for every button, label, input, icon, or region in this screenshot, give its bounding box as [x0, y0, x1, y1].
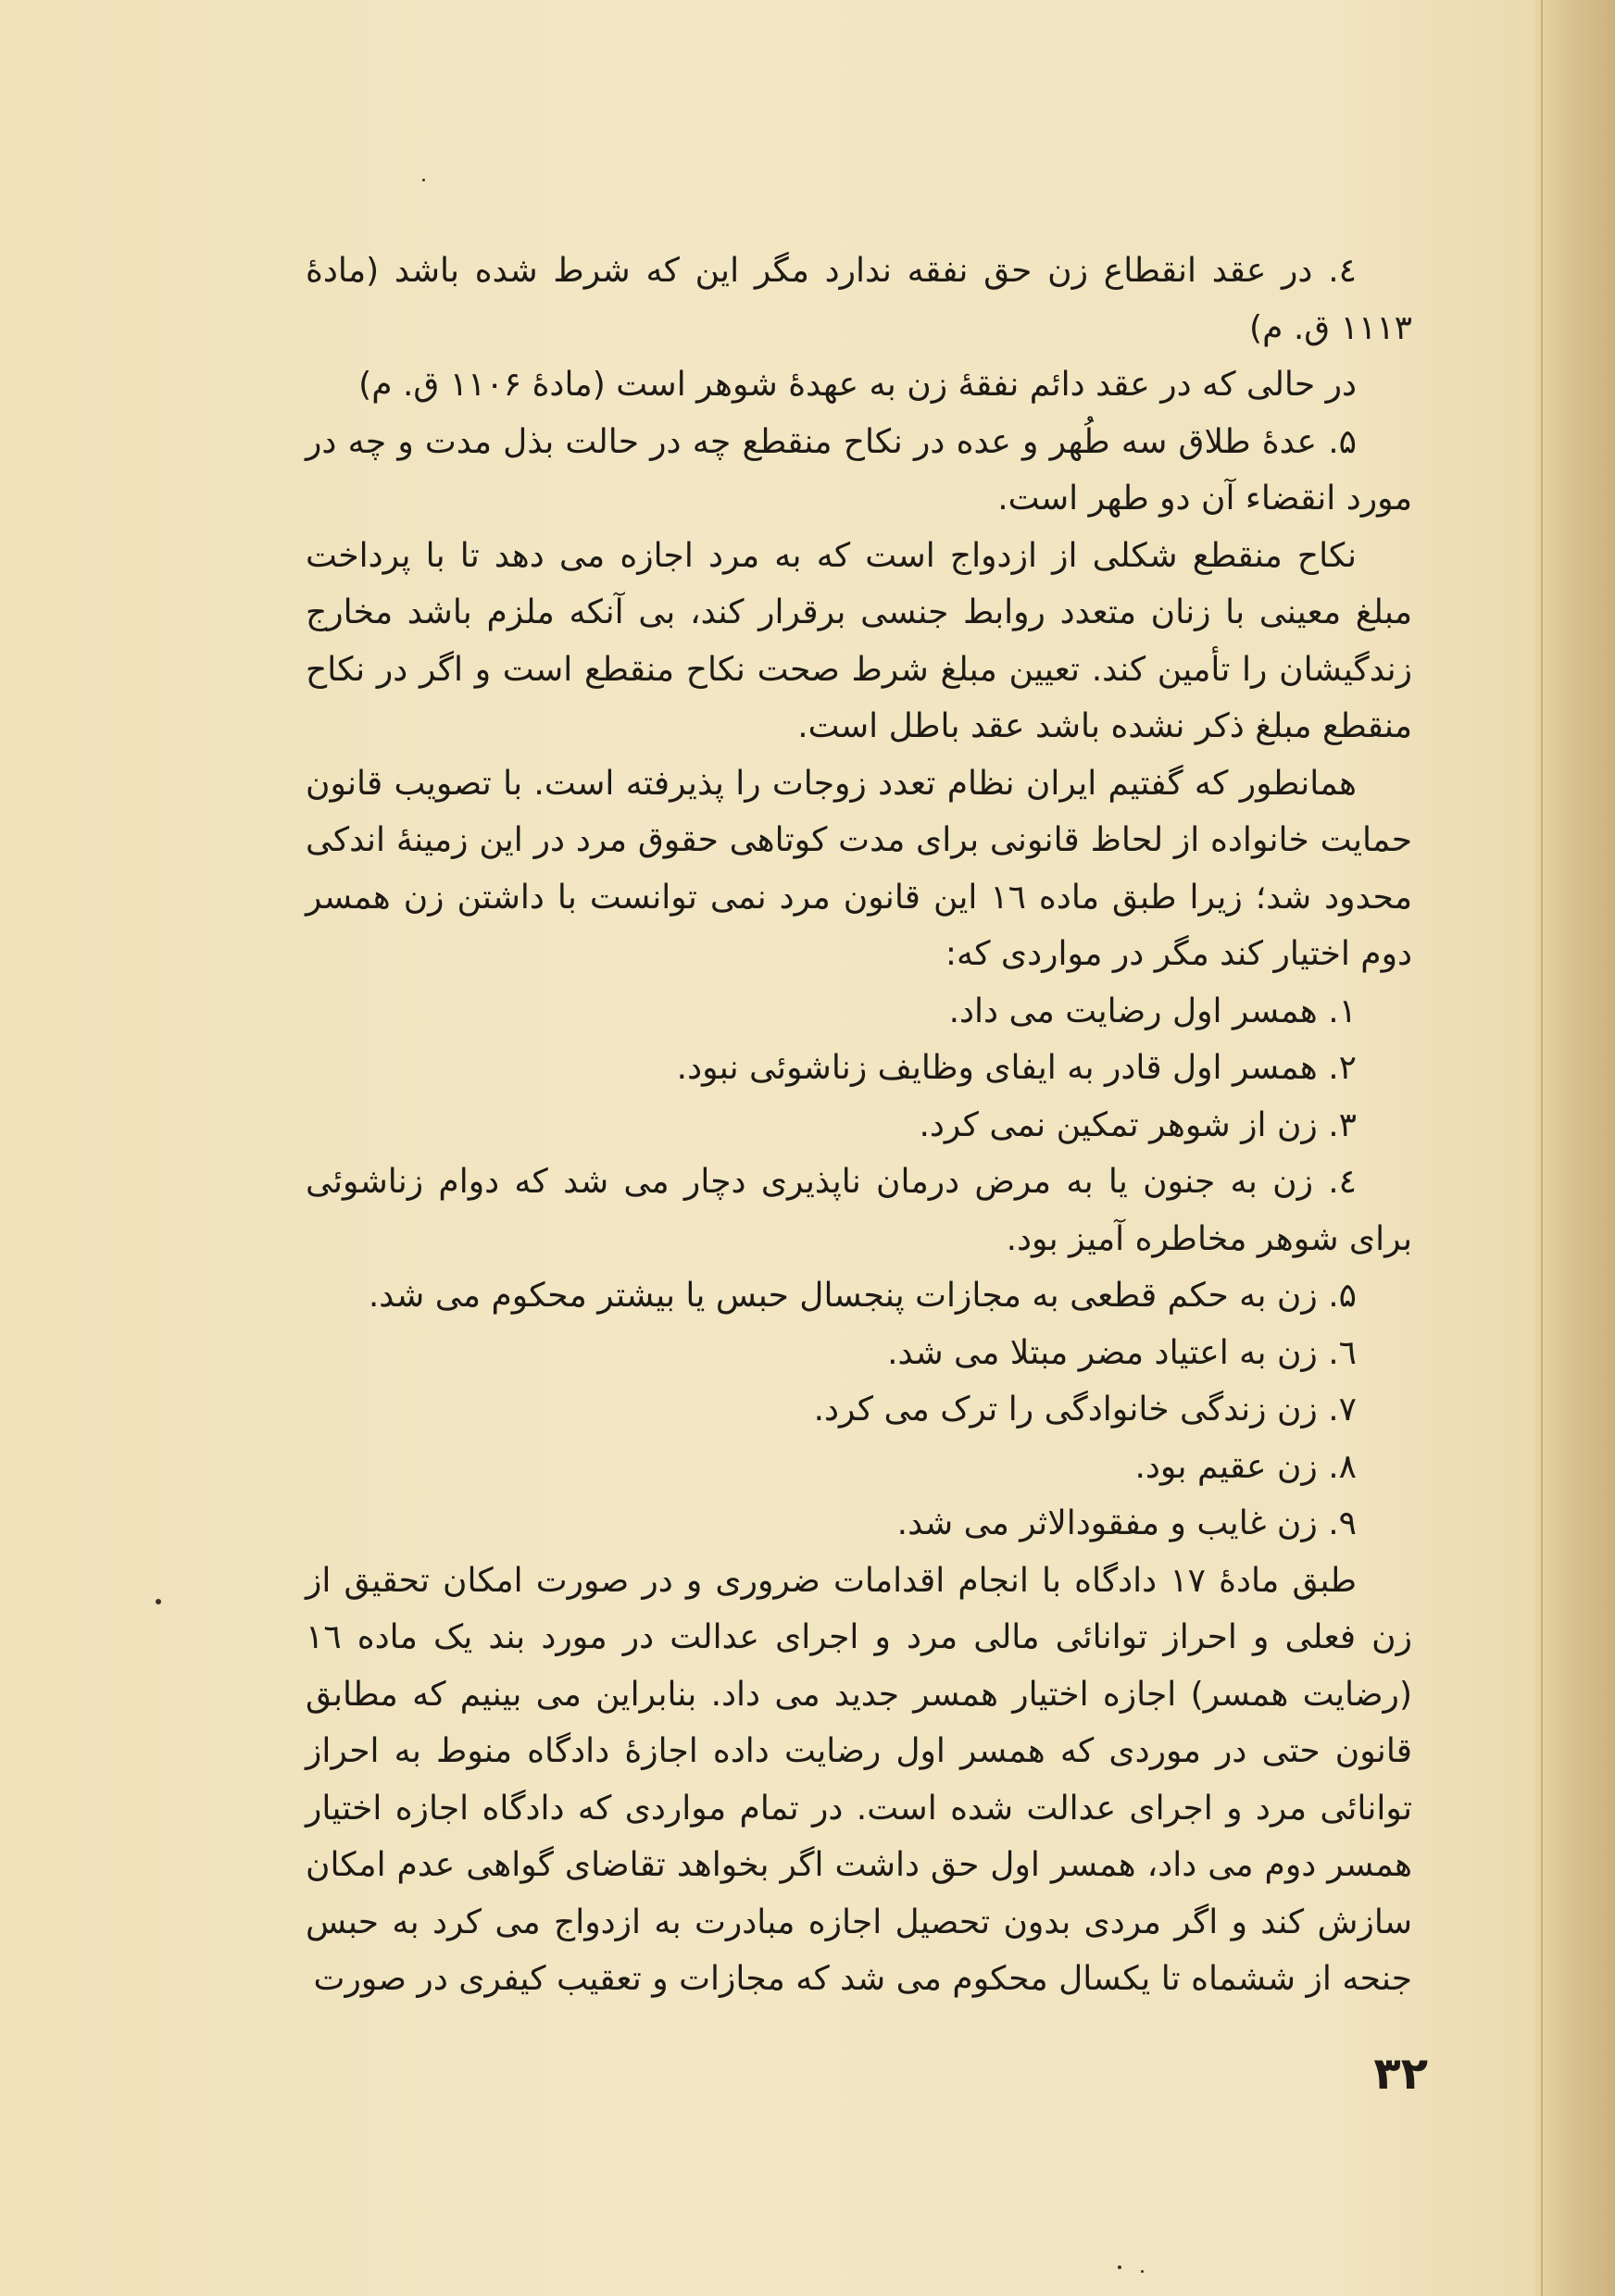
list-item: ۱. همسر اول رضایت می داد.: [948, 992, 1357, 1030]
page-edge: [1535, 0, 1615, 2296]
paragraph: همانطور که گفتیم ایران نظام تعدد زوجات را پذیرفته است. با تصویب قانون حمایت خانواده از لحاظ قانونی برای مدت کوتاهی حقوق مرد در این زمینهٔ اندکی محدود شد؛ زیرا طبق ماده ۱٦ این قانون مرد نمی توانست با داشتن زن همسر دوم اختیار کند مگر در مواردی که:: [306, 764, 1412, 973]
list-item: ۹. زن غایب و مفقودالاثر می شد.: [896, 1504, 1357, 1542]
ink-speck: [1118, 2265, 1121, 2269]
list-item: ۸. زن عقیم بود.: [1134, 1447, 1357, 1486]
ink-speck: [422, 179, 425, 181]
ink-speck: [156, 1599, 161, 1604]
paragraph: نکاح منقطع شکلی از ازدواج است که به مرد اجازه می دهد تا با پرداخت مبلغ معینی با زنان متعدد روابط جنسی برقرار کند، بی آنکه ملزم باشد مخارج زندگیشان را تأمین کند. تعیین مبلغ شرط صحت نکاح منقطع است و اگر در نکاح منقطع مبلغ ذکر نشده باشد عقد باطل است.: [306, 536, 1412, 745]
page-text: [306, 243, 1412, 2008]
list-item: ٤. زن به جنون یا به مرض درمان ناپذیری دچار می شد که دوام زناشوئی برای شوهر مخاطره آمیز بود.: [306, 1163, 1412, 1258]
ink-speck: [1141, 2270, 1144, 2273]
list-item: ۵. زن به حکم قطعی به مجازات پنجسال حبس یا بیشتر محکوم می شد.: [368, 1277, 1357, 1315]
list-item: ۲. همسر اول قادر به ایفای وظایف زناشوئی نبود.: [676, 1049, 1357, 1087]
paragraph-item-4: ٤. در عقد انقطاع زن حق نفقه ندارد مگر این که شرط شده باشد (مادهٔ ۱۱۱۳ ق. م): [306, 252, 1412, 347]
list-item: ۷. زن زندگی خانوادگی را ترک می کرد.: [813, 1391, 1357, 1429]
list-item: ٦. زن به اعتیاد مضر مبتلا می شد.: [887, 1333, 1357, 1372]
page-edge-line: [1541, 0, 1543, 2296]
page-number: ۳۲: [1373, 2048, 1428, 2100]
paragraph: در حالی که در عقد دائم نفقهٔ زن به عهدهٔ شوهر است (مادهٔ ۱۱۰۶ ق. م): [358, 366, 1357, 404]
list-item: ۳. زن از شوهر تمکین نمی کرد.: [919, 1105, 1357, 1144]
paragraph: طبق مادهٔ ۱۷ دادگاه با انجام اقدامات ضروری و در صورت امکان تحقیق از زن فعلی و احراز توانائی مالی مرد و اجرای عدالت در مورد بند یک ماده ۱٦ (رضایت همسر) اجازه اختیار همسر جدید می داد. بنابراین می بینیم که مطابق قانون حتی در موردی که همسر اول رضایت داده اجازهٔ دادگاه منوط به احراز توانائی مرد و اجرای عدالت شده است. در تمام مواردی که دادگاه اجازه اختیار همسر دوم می داد، همسر اول حق داشت اگر بخواهد تقاضای گواهی عدم امکان سازش کند و اگر مردی بدون تحصیل اجازه مبادرت به ازدواج می کرد به حبس جنحه از ششماه تا یکسال محکوم می شد که مجازات و تعقیب کیفری در صورت: [306, 1561, 1412, 1998]
paragraph-item-5: ۵. عدهٔ طلاق سه طُهر و عده در نکاح منقطع چه در حالت بذل مدت و چه در مورد انقضاء آن دو طهر است.: [306, 422, 1412, 518]
